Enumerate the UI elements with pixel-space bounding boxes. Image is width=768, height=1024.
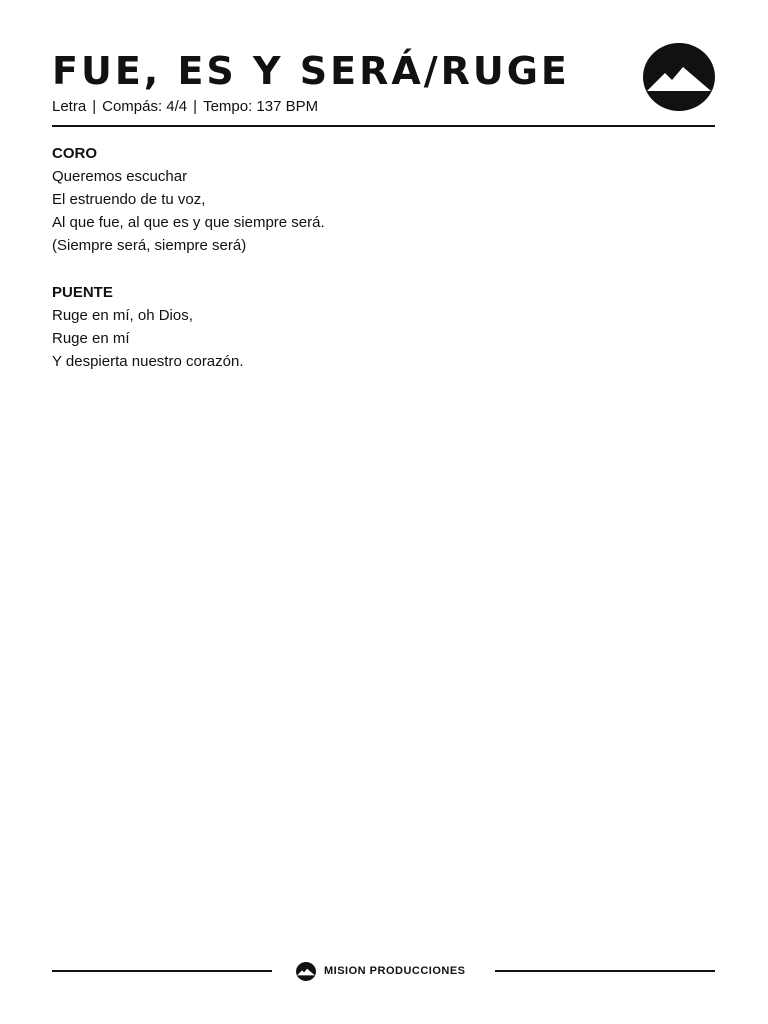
section-label: CORO <box>52 145 97 162</box>
lyric-line: Al que fue, al que es y que siempre será. <box>52 214 325 231</box>
section-label: PUENTE <box>52 284 113 301</box>
lyric-line: Ruge en mí, oh Dios, <box>52 307 193 324</box>
section-puente <box>52 281 712 373</box>
lyric-line: El estruendo de tu voz, <box>52 191 206 208</box>
meta-tempo: Tempo: 137 BPM <box>203 98 319 115</box>
mountain-logo-icon <box>296 962 316 981</box>
section-coro <box>52 142 712 257</box>
lyric-line: (Siempre será, siempre será) <box>52 237 247 254</box>
lyric-line: Y despierta nuestro corazón. <box>52 353 244 370</box>
footer-brand-name: MISION PRODUCCIONES <box>324 965 466 977</box>
footer-divider-left <box>52 970 272 972</box>
meta-type: Letra <box>52 98 87 115</box>
footer-divider-right <box>495 970 715 972</box>
header-divider <box>52 125 715 127</box>
lyric-line: Queremos escuchar <box>52 168 188 185</box>
footer-brand <box>296 960 466 982</box>
meta-separator: | <box>193 98 198 115</box>
song-title: FUE, ES Y SERÁ/RUGE <box>52 49 570 93</box>
song-meta <box>52 97 318 117</box>
lyric-line: Ruge en mí <box>52 330 130 347</box>
meta-separator: | <box>92 98 97 115</box>
lyrics-body <box>52 142 712 397</box>
meta-time-signature: Compás: 4/4 <box>102 98 188 115</box>
mountain-logo-icon <box>643 43 715 111</box>
